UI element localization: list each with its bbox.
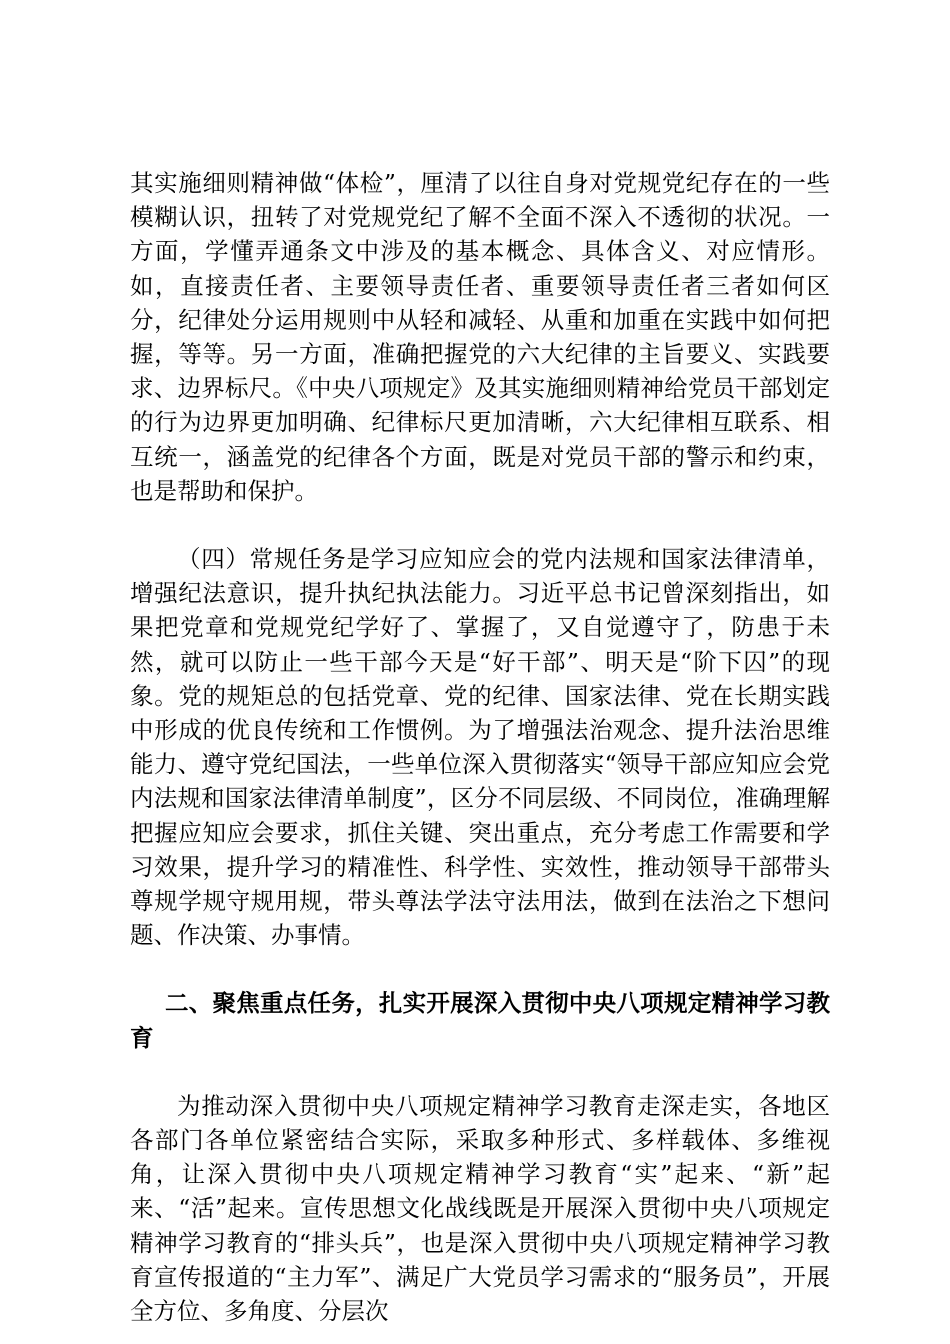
body-paragraph-continued: 其实施细则精神做“体检”，厘清了以往自身对党规党纪存在的一些模糊认识，扭转了对党规党纪了解不全面不深入不透彻的状况。一方面，学懂弄通条文中涉及的基本概念、具体含义、对应情形。如，直接责任者、主要领导责任者、重要领导责任者三者如何区分，纪律处分运用规则中从轻和减轻、从重和加重在实践中如何把握，等等。另一方面，准确把握党的六大纪律的主旨要义、实践要求、边界标尺。《中央八项规定》及其实施细则精神给党员干部划定的行为边界更加明确、纪律标尺更加清晰，六大纪律相互联系、相互统一，涵盖党的纪律各个方面，既是对党员干部的警示和约束，也是帮助和保护。: [130, 169, 830, 505]
document-body: [130, 166, 830, 1328]
body-paragraph-section-two: 为推动深入贯彻中央八项规定精神学习教育走深走实，各地区各部门各单位紧密结合实际，采取多种形式、多样载体、多维视角，让深入贯彻中央八项规定精神学习教育“实”起来、“新”起来、“活”起来。宣传思想文化战线既是开展深入贯彻中央八项规定精神学习教育的“排头兵”，也是深入贯彻中央八项规定精神学习教育宣传报道的“主力军”、满足广大党员学习需求的“服务员”，开展全方位、多角度、分层次: [130, 1091, 830, 1326]
body-paragraph-section-four: （四）常规任务是学习应知应会的党内法规和国家法律清单，增强纪法意识，提升执纪执法能力。习近平总书记曾深刻指出，如果把党章和党规党纪学好了、掌握了，又自觉遵守了，防患于未然，就可以防止一些干部今天是“好干部”、明天是“阶下囚”的现象。党的规矩总的包括党章、党的纪律、国家法律、党在长期实践中形成的优良传统和工作惯例。为了增强法治观念、提升法治思维能力、遵守党纪国法，一些单位深入贯彻落实“领导干部应知应会党内法规和国家法律清单制度”，区分不同层级、不同岗位，准确理解把握应知应会要求，抓住关键、突出重点，充分考虑工作需要和学习效果，提升学习的精准性、科学性、实效性，推动领导干部带头尊规学规守规用规，带头尊法学法守法用法，做到在法治之下想问题、作决策、办事情。: [130, 545, 830, 950]
section-heading: 二、聚焦重点任务，扎实开展深入贯彻中央八项规定精神学习教育: [130, 989, 830, 1052]
